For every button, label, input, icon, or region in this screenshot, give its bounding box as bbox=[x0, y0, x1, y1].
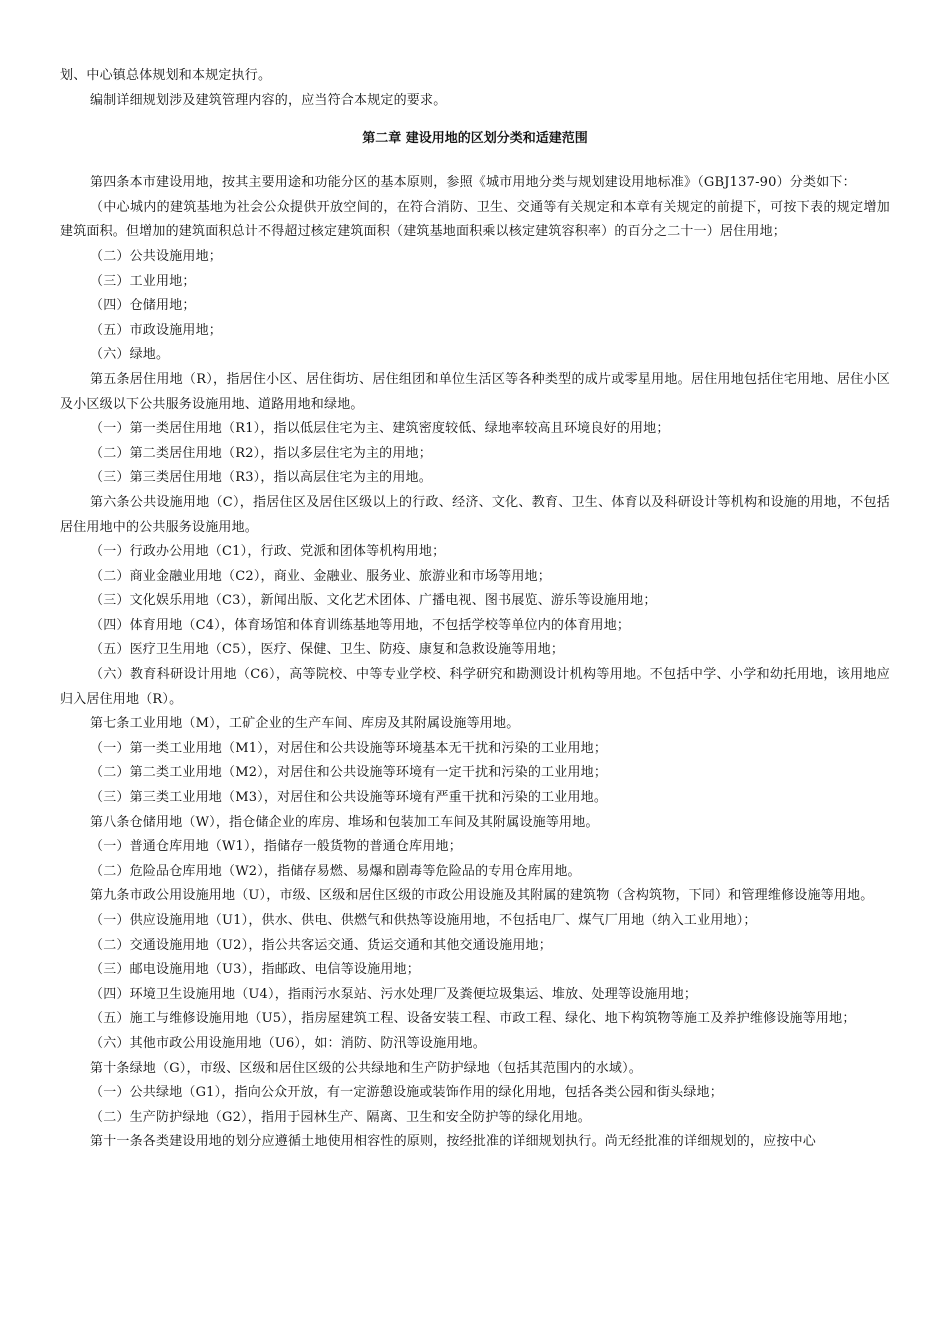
paragraph: 第七条工业用地（M），工矿企业的生产车间、库房及其附属设施等用地。 bbox=[90, 716, 520, 732]
paragraph: （中心城内的建筑基地为社会公众提供开放空间的，在符合消防、卫生、交通等有关规定和本章有关规定的前提下，可按下表的规定增加建筑面积。但增加的建筑面积总计不得超过核定建筑面积（建筑基地面积乘以核定建筑容积率）的百分之二十一）居住用地； bbox=[60, 199, 890, 240]
paragraph: （四）体育用地（C4），体育场馆和体育训练基地等用地，不包括学校等单位内的体育用地； bbox=[90, 617, 631, 633]
paragraph: 第四条本市建设用地，按其主要用途和功能分区的基本原则，参照《城市用地分类与规划建设用地标准》（GBJ137-90）分类如下： bbox=[90, 175, 856, 191]
paragraph: （五）施工与维修设施用地（U5），指房屋建筑工程、设备安装工程、市政工程、绿化、地下构筑物等施工及养护维修设施等用地； bbox=[90, 1011, 856, 1027]
paragraph: 第八条仓储用地（W），指仓储企业的库房、堆场和包装加工车间及其附属设施等用地。 bbox=[90, 814, 599, 830]
paragraph: （二）生产防护绿地（G2），指用于园林生产、隔离、卫生和安全防护等的绿化用地。 bbox=[90, 1109, 591, 1125]
paragraph: （六）教育科研设计用地（C6），高等院校、中等专业学校、科学研究和勘测设计机构等用地。不包括中学、小学和幼托用地，该用地应归入居住用地（R）。 bbox=[60, 667, 890, 707]
paragraph: （五）市政设施用地； bbox=[90, 322, 223, 338]
paragraph: （三）第三类工业用地（M3），对居住和公共设施等环境有严重干扰和污染的工业用地。 bbox=[90, 790, 608, 806]
paragraph: （一）第一类工业用地（M1），对居住和公共设施等环境基本无干扰和污染的工业用地； bbox=[90, 740, 608, 756]
paragraph: 第九条市政公用设施用地（U），市级、区级和居住区级的市政公用设施及其附属的建筑物（含构筑物，下同）和管理维修设施等用地。 bbox=[90, 888, 874, 904]
paragraph: （三）文化娱乐用地（C3），新闻出版、文化艺术团体、广播电视、图书展览、游乐等设施用地； bbox=[90, 593, 657, 609]
paragraph: （二）公共设施用地； bbox=[90, 248, 223, 264]
paragraph: （六）其他市政公用设施用地（U6），如：消防、防汛等设施用地。 bbox=[90, 1035, 486, 1051]
paragraph: 第十一条各类建设用地的划分应遵循土地使用相容性的原则，按经批准的详细规划执行。尚无经批准的详细规划的，应按中心 bbox=[90, 1134, 817, 1150]
paragraph: （二）危险品仓库用地（W2），指储存易燃、易爆和剧毒等危险品的专用仓库用地。 bbox=[90, 863, 581, 879]
paragraph: （二）商业金融业用地（C2），商业、金融业、服务业、旅游业和市场等用地； bbox=[90, 568, 551, 584]
paragraph: （一）第一类居住用地（R1），指以低层住宅为主、建筑密度较低、绿地率较高且环境良好的用地； bbox=[90, 421, 670, 437]
paragraph: （三）工业用地； bbox=[90, 273, 196, 289]
paragraphs-after bbox=[60, 171, 890, 1155]
paragraph: （三）邮电设施用地（U3），指邮政、电信等设施用地； bbox=[90, 962, 420, 978]
paragraph: （三）第三类居住用地（R3），指以高层住宅为主的用地。 bbox=[90, 470, 432, 486]
paragraph: 编制详细规划涉及建筑管理内容的，应当符合本规定的要求。 bbox=[90, 92, 447, 108]
paragraph: （一）供应设施用地（U1），供水、供电、供燃气和供热等设施用地，不包括电厂、煤气厂用地（纳入工业用地）； bbox=[90, 913, 757, 928]
chapter-heading: 第二章 建设用地的区划分类和适建范围 bbox=[362, 131, 588, 147]
paragraphs-before bbox=[60, 64, 890, 113]
paragraph: （四）环境卫生设施用地（U4），指雨污水泵站、污水处理厂及粪便垃圾集运、堆放、处理等设施用地； bbox=[90, 986, 698, 1002]
paragraph: 第五条居住用地（R），指居住小区、居住街坊、居住组团和单位生活区等各种类型的成片或零星用地。居住用地包括住宅用地、居住小区及小区级以下公共服务设施用地、道路用地和绿地。 bbox=[60, 371, 890, 412]
paragraph: （一）行政办公用地（C1），行政、党派和团体等机构用地； bbox=[90, 544, 446, 560]
document-page bbox=[60, 64, 890, 1155]
paragraph: （四）仓储用地； bbox=[90, 298, 196, 314]
paragraph: （二）第二类居住用地（R2），指以多层住宅为主的用地； bbox=[90, 445, 432, 461]
paragraph: 划、中心镇总体规划和本规定执行。 bbox=[60, 68, 272, 83]
paragraph: 第六条公共设施用地（C），指居住区及居住区级以上的行政、经济、文化、教育、卫生、体育以及科研设计等机构和设施的用地，不包括居住用地中的公共服务设施用地。 bbox=[60, 494, 890, 535]
paragraph: （一）公共绿地（G1），指向公众开放，有一定游憩设施或装饰作用的绿化用地，包括各类公园和街头绿地； bbox=[90, 1085, 723, 1101]
paragraph: （六）绿地。 bbox=[90, 347, 170, 363]
paragraph: （二）交通设施用地（U2），指公共客运交通、货运交通和其他交通设施用地； bbox=[90, 937, 552, 953]
paragraph: （二）第二类工业用地（M2），对居住和公共设施等环境有一定干扰和污染的工业用地； bbox=[90, 765, 608, 781]
paragraph: （五）医疗卫生用地（C5），医疗、保健、卫生、防疫、康复和急救设施等用地； bbox=[90, 642, 565, 658]
paragraph: （一）普通仓库用地（W1），指储存一般货物的普通仓库用地； bbox=[90, 839, 462, 855]
paragraph: 第十条绿地（G），市级、区级和居住区级的公共绿地和生产防护绿地（包括其范围内的水域）。 bbox=[90, 1060, 642, 1076]
